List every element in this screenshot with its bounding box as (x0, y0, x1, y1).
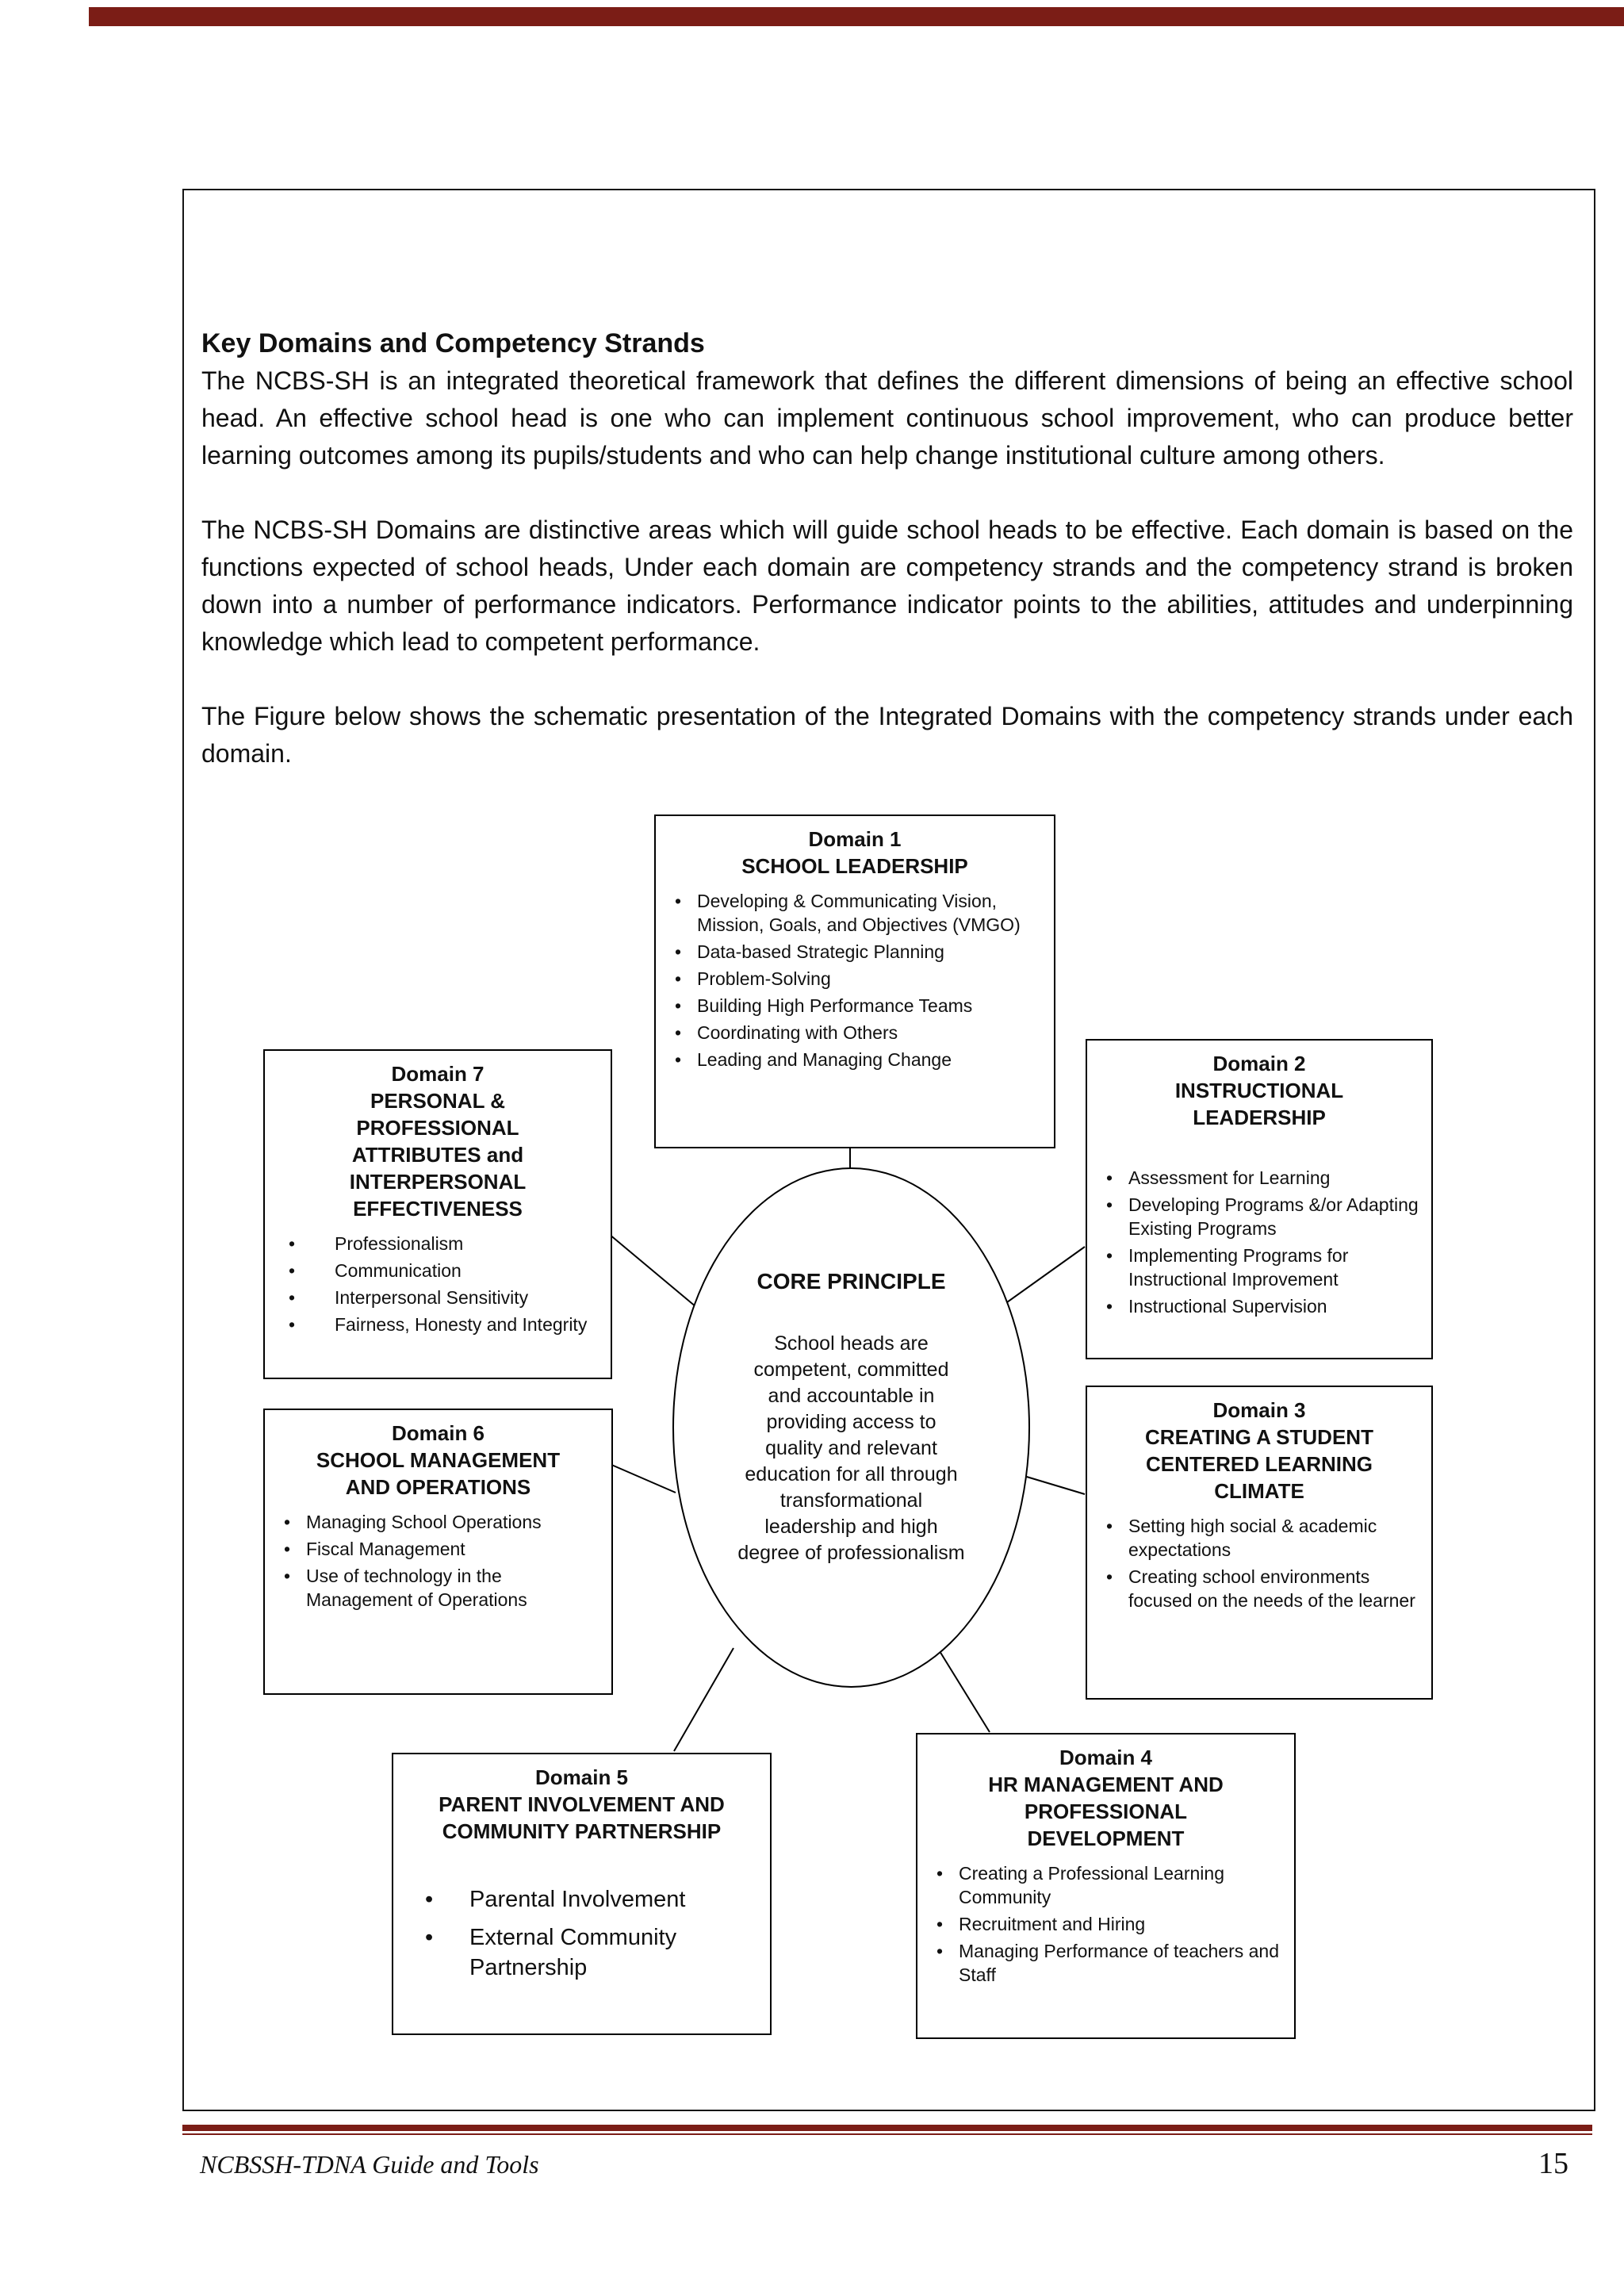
footer-document-title: NCBSSH-TDNA Guide and Tools (200, 2150, 539, 2179)
list-item: • Managing School Operations (265, 1510, 602, 1534)
domain-7-title: Domain 7 (391, 1062, 485, 1086)
top-accent-bar (89, 7, 1624, 26)
domain-5-strand-list (393, 1884, 760, 1983)
list-item: • Creating school environments focused on the needs of the learner (1087, 1565, 1422, 1612)
list-item: • Developing & Communicating Vision, Mission, Goals, and Objectives (VMGO) (656, 889, 1044, 937)
domain-3-box (1086, 1386, 1433, 1700)
list-item: • Managing Performance of teachers and Staff (917, 1939, 1285, 1987)
intro-paragraph-2: The NCBS-SH Domains are distinctive areas which will guide school heads to be effective. Each domain is based on the functions expected of school heads, Under each domain are competency strands and the competency strand is broken down into a number of performance indicators. Performance indicator points to the abilities, attitudes and underpinning knowledge which lead to competent performance. (201, 516, 1573, 656)
footer (200, 2146, 1568, 2181)
list-item: • Professionalism (265, 1232, 601, 1255)
domain-6-strand-list (265, 1510, 602, 1612)
list-item: • Fiscal Management (265, 1537, 602, 1561)
list-item: • Coordinating with Others (656, 1021, 1044, 1045)
domain-6-subtitle: SCHOOL MANAGEMENT AND OPERATIONS (316, 1448, 561, 1499)
core-principle-description: School heads are competent, committed and accountable in providing access to quality and relevant education for all through transformational leadership and high degree of professionalism (737, 1332, 965, 1564)
footer-rule-thin (182, 2133, 1592, 2135)
domain-5-box (392, 1753, 772, 2035)
footer-rule (182, 2125, 1592, 2135)
domain-4-subtitle: HR MANAGEMENT AND PROFESSIONAL DEVELOPMENT (988, 1773, 1224, 1850)
domain-7-subtitle: PERSONAL & PROFESSIONAL ATTRIBUTES and INTERPERSONAL EFFECTIVENESS (349, 1089, 527, 1221)
intro-paragraph-3: The Figure below shows the schematic presentation of the Integrated Domains with the competency strands under each domain. (201, 702, 1573, 768)
footer-page-number: 15 (1538, 2147, 1568, 2180)
list-item: • Leading and Managing Change (656, 1048, 1044, 1071)
list-item: • Building High Performance Teams (656, 994, 1044, 1018)
domain-3-subtitle: CREATING A STUDENT CENTERED LEARNING CLIMATE (1145, 1425, 1373, 1503)
domain-2-title: Domain 2 (1212, 1052, 1306, 1075)
domain-5-title: Domain 5 (534, 1765, 629, 1789)
list-item: • Fairness, Honesty and Integrity (265, 1313, 601, 1336)
list-item: • Problem-Solving (656, 967, 1044, 991)
domain-1-box (654, 815, 1055, 1148)
list-item: • Instructional Supervision (1087, 1294, 1422, 1318)
footer-rule-thick (182, 2125, 1592, 2131)
section-heading: Key Domains and Competency Strands (201, 328, 705, 358)
domain-4-box (916, 1733, 1296, 2039)
domain-4-strand-list (917, 1861, 1285, 1987)
list-item: • Communication (265, 1259, 601, 1282)
domain-3-title: Domain 3 (1212, 1398, 1306, 1422)
core-principle-title: CORE PRINCIPLE (756, 1269, 946, 1294)
domain-6-box (263, 1409, 613, 1695)
list-item: • Implementing Programs for Instructional Improvement (1087, 1244, 1422, 1291)
list-item: • Parental Involvement (393, 1884, 760, 1915)
list-item: • Recruitment and Hiring (917, 1912, 1285, 1936)
list-item: • Use of technology in the Management of Operations (265, 1564, 602, 1612)
domain-6-title: Domain 6 (391, 1421, 485, 1445)
list-item: • Interpersonal Sensitivity (265, 1286, 601, 1309)
domain-1-strand-list (656, 889, 1044, 1071)
intro-text-block (184, 190, 1594, 772)
domain-2-strand-list (1087, 1166, 1422, 1318)
list-item: • Setting high social & academic expectations (1087, 1514, 1422, 1562)
list-item: • Data-based Strategic Planning (656, 940, 1044, 964)
list-item: • Assessment for Learning (1087, 1166, 1422, 1190)
domain-2-subtitle: INSTRUCTIONAL LEADERSHIP (1174, 1079, 1344, 1129)
list-item: • Developing Programs &/or Adapting Existing Programs (1087, 1193, 1422, 1240)
list-item: • Creating a Professional Learning Community (917, 1861, 1285, 1909)
domain-4-title: Domain 4 (1059, 1746, 1153, 1769)
domain-3-strand-list (1087, 1514, 1422, 1612)
domain-1-subtitle: SCHOOL LEADERSHIP (741, 854, 968, 878)
core-principle-ellipse (672, 1167, 1030, 1688)
domain-2-box (1086, 1039, 1433, 1359)
list-item: • External Community Partnership (393, 1922, 760, 1983)
domain-7-box (263, 1049, 612, 1379)
domain-5-subtitle: PARENT INVOLVEMENT AND COMMUNITY PARTNERSHIP (439, 1792, 725, 1843)
intro-paragraph-1: The NCBS-SH is an integrated theoretical framework that defines the different dimensions of being an effective school head. An effective school head is one who can implement continuous school improvement, who can produce better learning outcomes among its pupils/students and who can help change institutional culture among others. (201, 366, 1573, 470)
domain-7-strand-list (265, 1232, 601, 1336)
domain-1-title: Domain 1 (808, 827, 902, 851)
